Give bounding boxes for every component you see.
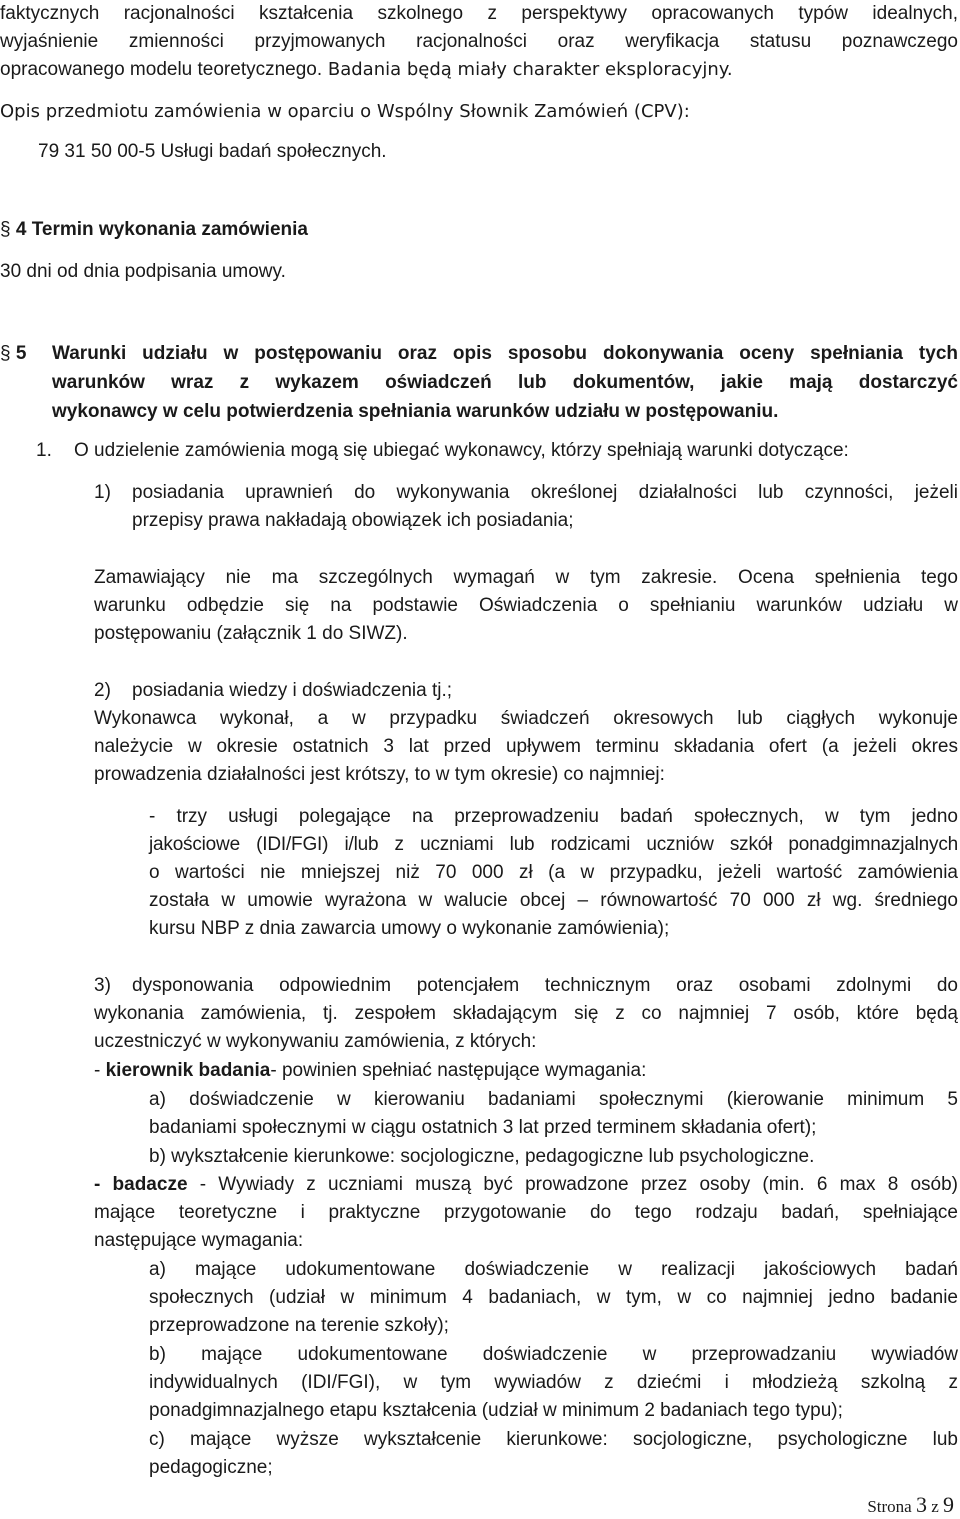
condition-1-number: 1) — [94, 482, 111, 503]
section-5-title-line-1: Warunki udziału w postępowaniu oraz opis sposobu dokonywania oceny spełniania tych — [52, 343, 958, 364]
condition-3-line-2: wykonania zamówienia, tj. zespołem składającym się z co najmniej 7 osób, które będą — [94, 1003, 958, 1024]
condition-2-title: posiadania wiedzy i doświadczenia tj.; — [132, 680, 453, 701]
section-5-title-line-3 — [52, 398, 960, 426]
intro-line-3b: Badania będą miały charakter eksploracyjny. — [322, 59, 733, 80]
kierownik-a-line-2: badaniami społecznymi w ciągu ostatnich 3 lat przed terminem składania ofert); — [149, 1117, 817, 1138]
badacze-text: - Wywiady z uczniami muszą być prowadzone przez osoby (min. 6 max 8 osób) — [187, 1174, 958, 1195]
cpv-code: 79 31 50 00-5 Usługi badań społecznych. — [38, 141, 387, 162]
section-5-heading-line-1 — [0, 340, 960, 368]
badacze-a-line-3: przeprowadzone na terenie szkoły); — [149, 1315, 449, 1336]
kierownik-line — [94, 1057, 960, 1085]
condition-3-line-3: uczestniczyć w wykonywaniu zamówienia, z których: — [94, 1031, 537, 1052]
badacze-a-line-2: społecznych (udział w minimum 4 badaniach, w tym, w co najmniej jedno badanie — [149, 1287, 958, 1308]
condition-1-note-line-2: warunku odbędzie się na podstawie Oświadczenia o spełnianiu warunków udziału w — [94, 595, 958, 616]
section-5-title-line-2-text: warunków wraz z wykazem oświadczeń lub dokumentów, jakie mają dostarczyć — [52, 372, 958, 393]
section-4-title: 4 Termin wykonania zamówienia — [10, 219, 308, 240]
page-number-current: 3 — [915, 1492, 927, 1517]
section-sign: § — [0, 343, 11, 364]
cpv-label: Opis przedmiotu zamówienia w oparciu o Wspólny Słownik Zamówień (CPV): — [0, 101, 690, 122]
section-sign: § — [0, 219, 11, 240]
condition-2-line-1: Wykonawca wykonał, a w przypadku świadczeń okresowych lub ciągłych wykonuje — [94, 708, 958, 729]
page-number-total: 9 — [943, 1492, 954, 1517]
badacze-line-2: mające teoretyczne i praktyczne przygotowanie do tego rodzaju badań, spełniające — [94, 1202, 958, 1223]
condition-1-note-line-1: Zamawiający nie ma szczególnych wymagań w tym zakresie. Ocena spełnienia tego — [94, 567, 958, 588]
condition-1-note-line-3: postępowaniu (załącznik 1 do SIWZ). — [94, 623, 408, 644]
condition-1-line-1: posiadania uprawnień do wykonywania określonej działalności lub czynności, jeżeli — [132, 482, 958, 503]
kierownik-text: - powinien spełniać następujące wymagania: — [270, 1060, 647, 1081]
section-5-number: 5 — [10, 343, 27, 364]
badacze-c-line-2: pedagogiczne; — [149, 1457, 273, 1478]
kierownik-a-line-1: a) doświadczenie w kierowaniu badaniami społecznymi (kierowanie minimum 5 — [149, 1089, 958, 1110]
condition-2-bullet-line-2: jakościowe (IDI/FGI) i/lub z uczniami lub rodzicami uczniów szkół ponadgimnazjalnych — [149, 834, 958, 855]
condition-2-line-3: prowadzenia działalności jest krótszy, to w tym okresie) co najmniej: — [94, 764, 665, 785]
badacze-b-line-2: indywidualnych (IDI/FGI), w tym wywiadów z dziećmi i młodzieżą szkolną z — [149, 1372, 958, 1393]
paragraph-1-text: O udzielenie zamówienia mogą się ubiegać wykonawcy, którzy spełniają warunki dotyczące: — [74, 440, 849, 461]
kierownik-label: kierownik badania — [105, 1060, 271, 1081]
paragraph-1-number: 1. — [36, 440, 52, 461]
page-number-of: z — [926, 1497, 943, 1516]
condition-1-line-2: przepisy prawa nakładają obowiązek ich posiadania; — [132, 510, 574, 531]
condition-3-number: 3) — [94, 975, 111, 996]
condition-2-bullet-line-5: kursu NBP z dnia zawarcia umowy o wykonanie zamówienia); — [149, 918, 670, 939]
page-number — [867, 1494, 954, 1518]
badacze-b-line-3: ponadgimnazjalnego etapu kształcenia (udział w minimum 2 badaniach tego typu); — [149, 1400, 843, 1421]
condition-2-number: 2) — [94, 680, 111, 701]
condition-2-bullet-line-4: została w umowie wyrażona w walucie obcej – równowartość 70 000 zł wg. średniego — [149, 890, 958, 911]
badacze-c-line-1: c) mające wyższe wykształcenie kierunkowe: socjologiczne, psychologiczne lub — [149, 1429, 958, 1450]
intro-line-1: faktycznych racjonalności kształcenia szkolnego z perspektywy opracowanych typów idealnych, — [0, 3, 958, 24]
section-4-heading — [0, 216, 960, 244]
condition-2-bullet-line-1: - trzy usługi polegające na przeprowadzeniu badań społecznych, w tym jedno — [149, 806, 958, 827]
badacze-line-3: następujące wymagania: — [94, 1230, 304, 1251]
badacze-a-line-1: a) mające udokumentowane doświadczenie w realizacji jakościowych badań — [149, 1259, 958, 1280]
section-5-title-line-3-text: wykonawcy w celu potwierdzenia spełniania warunków udziału w postępowaniu. — [52, 401, 779, 422]
page-number-label: Strona — [867, 1497, 916, 1516]
kierownik-b: b) wykształcenie kierunkowe: socjologiczne, pedagogiczne lub psychologiczne. — [149, 1146, 815, 1167]
intro-line-3 — [0, 56, 960, 84]
intro-line-2: wyjaśnienie zmienności przyjmowanych racjonalności oraz weryfikacja statusu poznawczego — [0, 31, 958, 52]
badacze-b-line-1: b) mające udokumentowane doświadczenie w przeprowadzaniu wywiadów — [149, 1344, 958, 1365]
section-4-text: 30 dni od dnia podpisania umowy. — [0, 261, 286, 282]
condition-3-line-1: dysponowania odpowiednim potencjałem technicznym oraz osobami zdolnymi do — [132, 975, 958, 996]
kierownik-dash: - — [94, 1060, 106, 1081]
badacze-label: - badacze — [94, 1174, 188, 1195]
condition-2-bullet-line-3: o wartości nie mniejszej niż 70 000 zł (a w przypadku, jeżeli wartość zamówienia — [149, 862, 958, 883]
condition-2-line-2: należycie w okresie ostatnich 3 lat przed upływem terminu składania ofert (a jeżeli okres — [94, 736, 958, 757]
badacze-line-1 — [94, 1171, 958, 1199]
section-5-title-line-2 — [52, 369, 958, 397]
intro-line-3a: opracowanego modelu teoretycznego. — [0, 59, 323, 80]
